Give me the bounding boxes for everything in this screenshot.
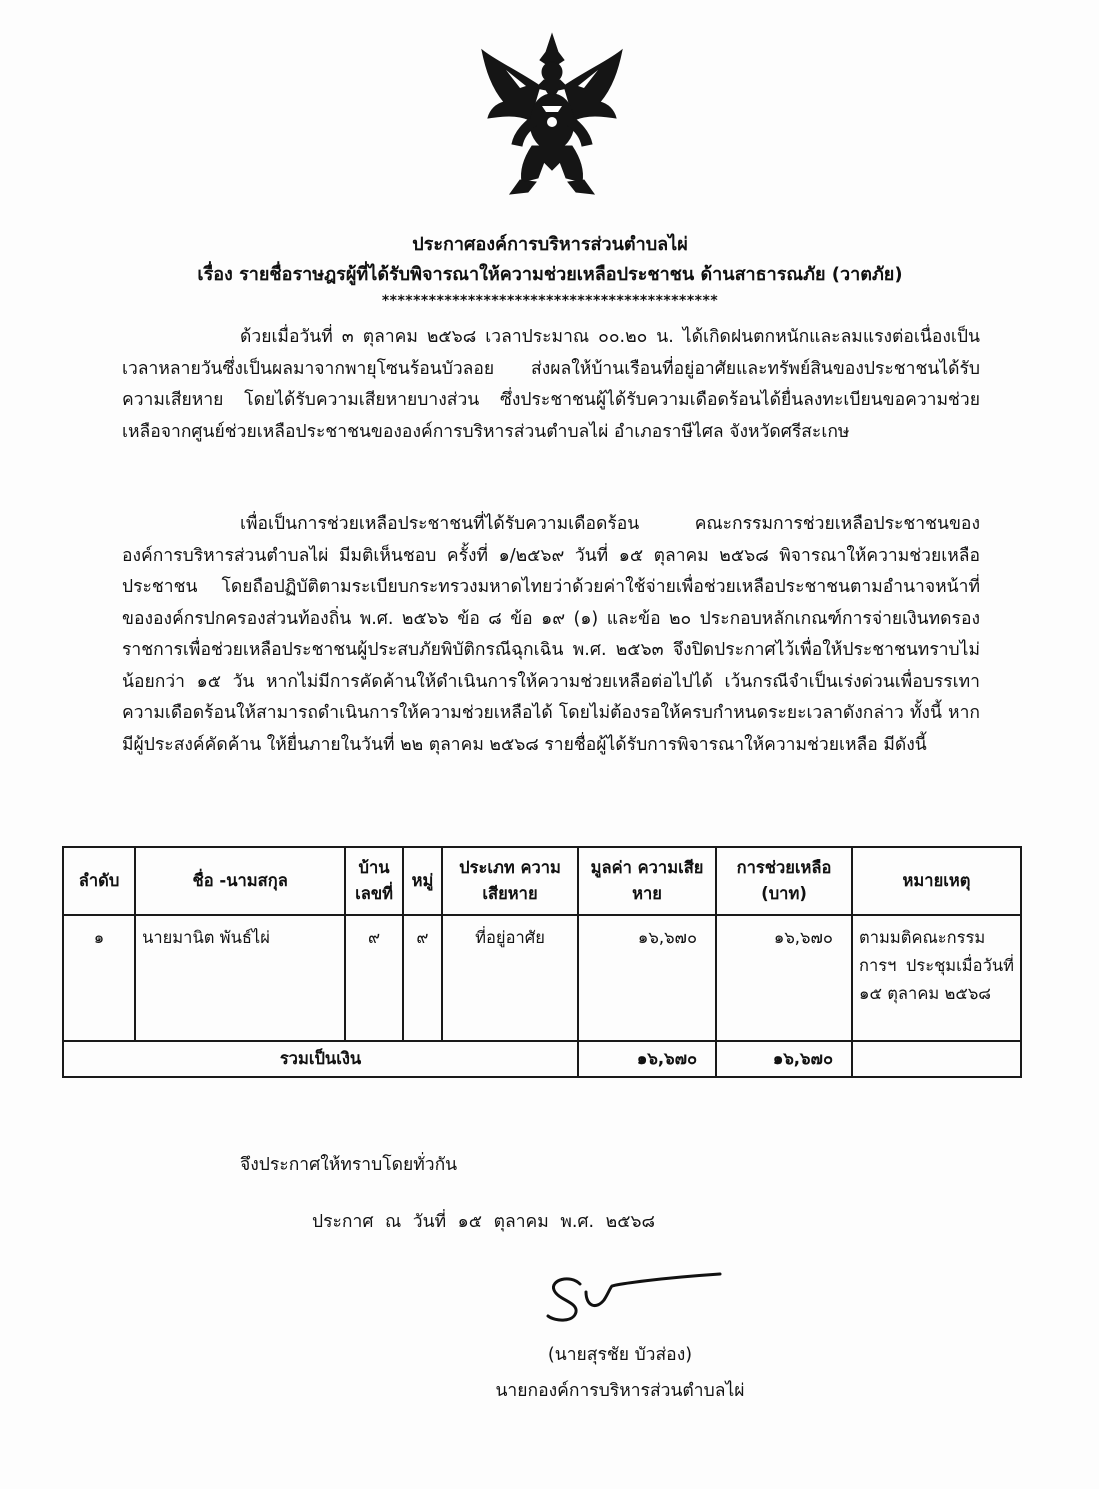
- signer-name: (นายสุรชัย บัวส่อง): [547, 1345, 693, 1365]
- table-total-row: [63, 1041, 1021, 1077]
- paragraph-resolution: เพื่อเป็นการช่วยเหลือประชาชนที่ได้รับความเดือดร้อน คณะกรรมการช่วยเหลือประชาชนขององค์การบริหารส่วนตำบลไผ่ มีมติเห็นชอบ ครั้งที่ ๑/๒๕๖๙ วันที่ ๑๕ ตุลาคม ๒๕๖๘ พิจารณาให้ความช่วยเหลือประชาชน โดยถือปฏิบัติตามระเบียบกระทรวงมหาดไทยว่าด้วยค่าใช้จ่ายเพื่อช่วยเหลือประชาชนตามอำนาจหน้าที่ขององค์กรปกครองส่วนท้องถิ่น พ.ศ. ๒๕๖๖ ข้อ ๘ ข้อ ๑๙ (๑) และข้อ ๒๐ ประกอบหลักเกณฑ์การจ่ายเงินทดรองราชการเพื่อช่วยเหลือประชาชนผู้ประสบภัยพิบัติกรณีฉุกเฉิน พ.ศ. ๒๕๖๓ จึงปิดประกาศไว้เพื่อให้ประชาชนทราบไม่น้อยกว่า ๑๕ วัน หากไม่มีการคัดค้านให้ดำเนินการให้ความช่วยเหลือต่อไปได้ เว้นกรณีจำเป็นเร่งด่วนเพื่อบรรเทาความเดือดร้อนให้สามารถดำเนินการให้ความช่วยเหลือได้ โดยไม่ต้องรอให้ครบกำหนดระยะเวลาดังกล่าว ทั้งนี้ หากมีผู้ประสงค์คัดค้าน ให้ยื่นภายในวันที่ ๒๒ ตุลาคม ๒๕๖๘ รายชื่อผู้ได้รับการพิจารณาให้ความช่วยเหลือ มีดังนี้: [122, 514, 980, 755]
- table-header-row: [63, 847, 1021, 915]
- header-aid: การช่วยเหลือ (บาท): [716, 847, 852, 915]
- total-damage-value: ๑๖,๖๗๐: [578, 1041, 716, 1077]
- announcement-subject: เรื่อง รายชื่อราษฎรผู้ที่ได้รับพิจารณาให้ความช่วยเหลือประชาชน ด้านสาธารณภัย (วาตภัย): [197, 264, 903, 285]
- header-damage-type: ประเภท ความเสียหาย: [442, 847, 578, 915]
- garuda-emblem-icon: [476, 30, 628, 198]
- beneficiary-table: [62, 846, 1022, 1078]
- cell-name: นายมานิต พันธ์ไผ่: [135, 915, 345, 1041]
- cell-no: ๑: [63, 915, 135, 1041]
- cell-aid: ๑๖,๖๗๐: [716, 915, 852, 1041]
- cell-house-no: ๙: [345, 915, 403, 1041]
- cell-damage-type: ที่อยู่อาศัย: [442, 915, 578, 1041]
- total-remark: [852, 1041, 1021, 1077]
- header-remark: หมายเหตุ: [852, 847, 1021, 915]
- paragraph-incident: ด้วยเมื่อวันที่ ๓ ตุลาคม ๒๕๖๘ เวลาประมาณ ๐๐.๒๐ น. ได้เกิดฝนตกหนักและลมแรงต่อเนื่องเป็นเวลาหลายวันซึ่งเป็นผลมาจากพายุโซนร้อนบัวลอย ส่งผลให้บ้านเรือนที่อยู่อาศัยและทรัพย์สินของประชาชนได้รับความเสียหาย โดยได้รับความเสียหายบางส่วน ซึ่งประชาชนผู้ได้รับความเดือดร้อนได้ยื่นลงทะเบียนขอความช่วยเหลือจากศูนย์ช่วยเหลือประชาชนขององค์การบริหารส่วนตำบลไผ่ อำเภอราษีไศล จังหวัดศรีสะเกษ: [122, 327, 980, 442]
- title-separator: *******************************************: [381, 293, 719, 309]
- closing-statement: จึงประกาศให้ทราบโดยทั่วกัน: [240, 1155, 458, 1175]
- total-aid: ๑๖,๖๗๐: [716, 1041, 852, 1077]
- announcement-title: ประกาศองค์การบริหารส่วนตำบลไผ่: [412, 234, 688, 255]
- announcement-date: ประกาศ ณ วันที่ ๑๕ ตุลาคม พ.ศ. ๒๕๖๘: [312, 1212, 656, 1232]
- header-village: หมู่: [403, 847, 442, 915]
- total-label: รวมเป็นเงิน: [63, 1041, 578, 1077]
- cell-damage-value: ๑๖,๖๗๐: [578, 915, 716, 1041]
- handwritten-signature: [540, 1262, 740, 1332]
- cell-village: ๙: [403, 915, 442, 1041]
- header-damage-value: มูลค่า ความเสียหาย: [578, 847, 716, 915]
- signer-position: นายกองค์การบริหารส่วนตำบลไผ่: [495, 1381, 745, 1401]
- header-no: ลำดับ: [63, 847, 135, 915]
- header-house-no: บ้าน เลขที่: [345, 847, 403, 915]
- header-name: ชื่อ -นามสกุล: [135, 847, 345, 915]
- table-row: [63, 915, 1021, 1041]
- cell-remark: ตามมติคณะกรรมการฯ ประชุมเมื่อวันที่ ๑๕ ตุลาคม ๒๕๖๘: [852, 915, 1021, 1041]
